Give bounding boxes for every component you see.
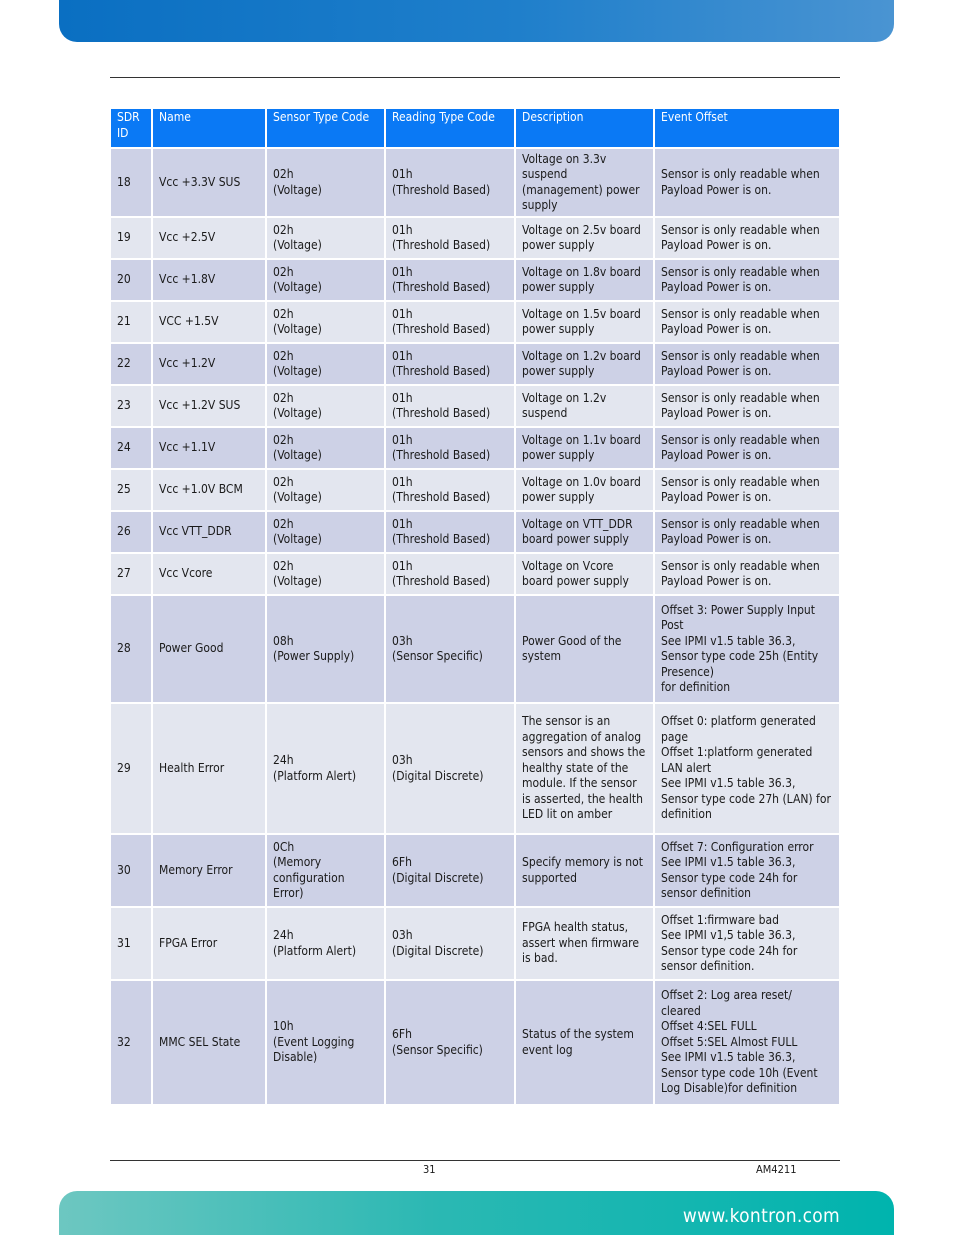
cell-event-offset: Offset 7: Configuration error See IPMI v1.5 table 36.3, Sensor type code 24h for sensor definition bbox=[654, 834, 840, 907]
column-header-reading-type-code: Reading Type Code bbox=[385, 108, 515, 148]
cell-name: Vcc +3.3V SUS bbox=[152, 148, 266, 217]
header-rule bbox=[110, 77, 840, 78]
cell-event-offset: Offset 3: Power Supply Input Post See IPMI v1.5 table 36.3, Sensor type code 25h (Entity Presence) for definition bbox=[654, 595, 840, 703]
cell-sdr-id: 25 bbox=[110, 469, 152, 511]
cell-description: Voltage on 2.5v board power supply bbox=[515, 217, 654, 259]
cell-event-offset: Sensor is only readable when Payload Power is on. bbox=[654, 301, 840, 343]
cell-sdr-id: 27 bbox=[110, 553, 152, 595]
cell-name: Vcc +1.2V SUS bbox=[152, 385, 266, 427]
cell-event-offset: Sensor is only readable when Payload Power is on. bbox=[654, 259, 840, 301]
cell-event-offset: Sensor is only readable when Payload Power is on. bbox=[654, 427, 840, 469]
table-row bbox=[110, 511, 840, 553]
bottom-banner bbox=[59, 1191, 894, 1235]
table-row bbox=[110, 907, 840, 980]
table-row bbox=[110, 469, 840, 511]
cell-sensor-type-code: 02h (Voltage) bbox=[266, 217, 385, 259]
cell-reading-type-code: 01h (Threshold Based) bbox=[385, 217, 515, 259]
cell-sensor-type-code: 24h (Platform Alert) bbox=[266, 907, 385, 980]
cell-event-offset: Sensor is only readable when Payload Power is on. bbox=[654, 553, 840, 595]
cell-sensor-type-code: 02h (Voltage) bbox=[266, 148, 385, 217]
cell-sdr-id: 32 bbox=[110, 980, 152, 1105]
table-row bbox=[110, 980, 840, 1105]
cell-reading-type-code: 6Fh (Digital Discrete) bbox=[385, 834, 515, 907]
cell-name: Memory Error bbox=[152, 834, 266, 907]
cell-reading-type-code: 03h (Digital Discrete) bbox=[385, 703, 515, 834]
cell-sensor-type-code: 0Ch (Memory configuration Error) bbox=[266, 834, 385, 907]
cell-description: Voltage on VTT_DDR board power supply bbox=[515, 511, 654, 553]
cell-name: MMC SEL State bbox=[152, 980, 266, 1105]
page-number: 31 bbox=[423, 1163, 436, 1176]
cell-name: Vcc +1.2V bbox=[152, 343, 266, 385]
column-header-name: Name bbox=[152, 108, 266, 148]
column-header-event-offset: Event Offset bbox=[654, 108, 840, 148]
cell-event-offset: Sensor is only readable when Payload Power is on. bbox=[654, 469, 840, 511]
cell-reading-type-code: 01h (Threshold Based) bbox=[385, 469, 515, 511]
cell-description: Power Good of the system bbox=[515, 595, 654, 703]
column-header-sdr-id: SDR ID bbox=[110, 108, 152, 148]
cell-sdr-id: 31 bbox=[110, 907, 152, 980]
cell-reading-type-code: 01h (Threshold Based) bbox=[385, 553, 515, 595]
cell-reading-type-code: 01h (Threshold Based) bbox=[385, 259, 515, 301]
cell-sensor-type-code: 02h (Voltage) bbox=[266, 511, 385, 553]
table-body bbox=[110, 148, 840, 1105]
cell-name: Vcc +1.8V bbox=[152, 259, 266, 301]
cell-sdr-id: 24 bbox=[110, 427, 152, 469]
cell-reading-type-code: 01h (Threshold Based) bbox=[385, 148, 515, 217]
cell-sdr-id: 26 bbox=[110, 511, 152, 553]
top-banner bbox=[59, 0, 894, 42]
cell-sdr-id: 18 bbox=[110, 148, 152, 217]
table-row bbox=[110, 595, 840, 703]
table-row bbox=[110, 385, 840, 427]
table-row bbox=[110, 301, 840, 343]
cell-sensor-type-code: 10h (Event Logging Disable) bbox=[266, 980, 385, 1105]
cell-name: Vcc Vcore bbox=[152, 553, 266, 595]
cell-description: Voltage on 1.2v suspend bbox=[515, 385, 654, 427]
cell-name: FPGA Error bbox=[152, 907, 266, 980]
column-header-sensor-type-code: Sensor Type Code bbox=[266, 108, 385, 148]
cell-reading-type-code: 01h (Threshold Based) bbox=[385, 301, 515, 343]
table-row bbox=[110, 703, 840, 834]
cell-event-offset: Offset 2: Log area reset/ cleared Offset 4:SEL FULL Offset 5:SEL Almost FULL See IPMI v1.5 table 36.3, Sensor type code 10h (Event Log Disable)for definition bbox=[654, 980, 840, 1105]
cell-name: Power Good bbox=[152, 595, 266, 703]
sensor-table bbox=[109, 107, 841, 1106]
cell-sensor-type-code: 02h (Voltage) bbox=[266, 259, 385, 301]
cell-reading-type-code: 01h (Threshold Based) bbox=[385, 427, 515, 469]
cell-description: The sensor is an aggregation of analog sensors and shows the healthy state of the module. If the sensor is asserted, the health LED lit on amber bbox=[515, 703, 654, 834]
cell-sdr-id: 21 bbox=[110, 301, 152, 343]
cell-sensor-type-code: 02h (Voltage) bbox=[266, 301, 385, 343]
cell-sensor-type-code: 02h (Voltage) bbox=[266, 343, 385, 385]
cell-sensor-type-code: 02h (Voltage) bbox=[266, 427, 385, 469]
table-row bbox=[110, 259, 840, 301]
cell-description: Specify memory is not supported bbox=[515, 834, 654, 907]
table-row bbox=[110, 553, 840, 595]
cell-event-offset: Sensor is only readable when Payload Power is on. bbox=[654, 217, 840, 259]
cell-name: Health Error bbox=[152, 703, 266, 834]
cell-description: FPGA health status, assert when firmware is bad. bbox=[515, 907, 654, 980]
cell-reading-type-code: 01h (Threshold Based) bbox=[385, 385, 515, 427]
cell-sdr-id: 30 bbox=[110, 834, 152, 907]
cell-name: Vcc +1.0V BCM bbox=[152, 469, 266, 511]
cell-sdr-id: 28 bbox=[110, 595, 152, 703]
table-row bbox=[110, 217, 840, 259]
cell-name: VCC +1.5V bbox=[152, 301, 266, 343]
table-row bbox=[110, 343, 840, 385]
cell-reading-type-code: 6Fh (Sensor Specific) bbox=[385, 980, 515, 1105]
cell-event-offset: Sensor is only readable when Payload Power is on. bbox=[654, 511, 840, 553]
cell-sdr-id: 19 bbox=[110, 217, 152, 259]
cell-reading-type-code: 03h (Sensor Specific) bbox=[385, 595, 515, 703]
cell-event-offset: Sensor is only readable when Payload Power is on. bbox=[654, 343, 840, 385]
cell-sensor-type-code: 08h (Power Supply) bbox=[266, 595, 385, 703]
cell-description: Voltage on 1.0v board power supply bbox=[515, 469, 654, 511]
cell-reading-type-code: 03h (Digital Discrete) bbox=[385, 907, 515, 980]
cell-name: Vcc +1.1V bbox=[152, 427, 266, 469]
cell-event-offset: Sensor is only readable when Payload Power is on. bbox=[654, 385, 840, 427]
cell-name: Vcc +2.5V bbox=[152, 217, 266, 259]
footer-rule bbox=[110, 1160, 840, 1161]
cell-sensor-type-code: 02h (Voltage) bbox=[266, 553, 385, 595]
cell-description: Status of the system event log bbox=[515, 980, 654, 1105]
cell-reading-type-code: 01h (Threshold Based) bbox=[385, 511, 515, 553]
cell-event-offset: Sensor is only readable when Payload Power is on. bbox=[654, 148, 840, 217]
cell-description: Voltage on 3.3v suspend (management) power supply bbox=[515, 148, 654, 217]
table-header-row bbox=[110, 108, 840, 148]
cell-description: Voltage on 1.8v board power supply bbox=[515, 259, 654, 301]
document-id: AM4211 bbox=[756, 1163, 797, 1176]
cell-event-offset: Offset 1:firmware bad See IPMI v1,5 table 36.3, Sensor type code 24h for sensor definition. bbox=[654, 907, 840, 980]
cell-description: Voltage on 1.2v board power supply bbox=[515, 343, 654, 385]
cell-sensor-type-code: 02h (Voltage) bbox=[266, 469, 385, 511]
cell-description: Voltage on 1.5v board power supply bbox=[515, 301, 654, 343]
cell-sdr-id: 29 bbox=[110, 703, 152, 834]
cell-sensor-type-code: 02h (Voltage) bbox=[266, 385, 385, 427]
table-row bbox=[110, 148, 840, 217]
table-row bbox=[110, 427, 840, 469]
table-row bbox=[110, 834, 840, 907]
cell-description: Voltage on Vcore board power supply bbox=[515, 553, 654, 595]
cell-sdr-id: 20 bbox=[110, 259, 152, 301]
cell-event-offset: Offset 0: platform generated page Offset 1:platform generated LAN alert See IPMI v1.5 table 36.3, Sensor type code 27h (LAN) for definition bbox=[654, 703, 840, 834]
cell-sdr-id: 23 bbox=[110, 385, 152, 427]
cell-sensor-type-code: 24h (Platform Alert) bbox=[266, 703, 385, 834]
cell-sdr-id: 22 bbox=[110, 343, 152, 385]
website-link[interactable]: www.kontron.com bbox=[682, 1205, 840, 1227]
cell-name: Vcc VTT_DDR bbox=[152, 511, 266, 553]
cell-description: Voltage on 1.1v board power supply bbox=[515, 427, 654, 469]
column-header-description: Description bbox=[515, 108, 654, 148]
cell-reading-type-code: 01h (Threshold Based) bbox=[385, 343, 515, 385]
